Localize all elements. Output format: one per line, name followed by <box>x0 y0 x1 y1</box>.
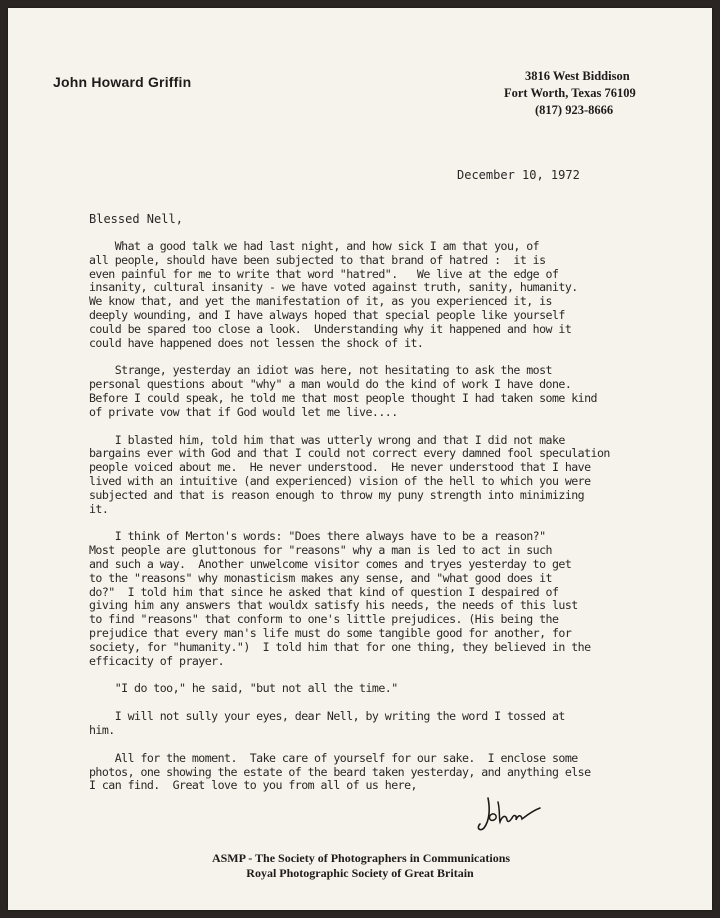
letter-line: could be spared too close a look. Understanding why it happened and how it <box>89 321 572 336</box>
letter-line: Most people are gluttonous for "reasons" why a man is led to act in such <box>89 543 552 558</box>
salutation: Blessed Nell, <box>89 212 183 226</box>
letter-line: All for the moment. Take care of yourself for our sake. I enclose some <box>89 750 578 765</box>
letter-paragraph <box>89 530 696 668</box>
letter-line: I can find. Great love to you from all of us here, <box>89 778 417 793</box>
letter-paragraph <box>89 752 696 793</box>
letter-line: lived with an intuitive (and experienced) vision of the hell to which you were <box>89 473 591 488</box>
letter-line: could have happened does not lessen the shock of it. <box>89 335 424 350</box>
letter-line: I think of Merton's words: "Does there always have to be a reason?" <box>89 529 546 544</box>
letter-line: Strange, yesterday an idiot was here, not hesitating to ask the most <box>89 363 552 378</box>
letter-paragraph <box>89 364 696 419</box>
letter-line: even painful for me to write that word "hatred". We live at the edge of <box>89 266 559 281</box>
letter-line: We know that, and yet the manifestation of it, as you experienced it, is <box>89 294 552 309</box>
letter-date: December 10, 1972 <box>457 168 580 182</box>
letter-line: to the "reasons" why monasticism makes any sense, and "what good does it <box>89 570 552 585</box>
letter-line: I will not sully your eyes, dear Nell, by writing the word I tossed at <box>89 709 565 724</box>
letter-line: giving him any answers that wouldx satisfy his needs, the needs of this lust <box>89 598 578 613</box>
letter-line: subjected and that is reason enough to throw my puny strength into minimizing <box>89 487 585 502</box>
letter-line: people voiced about me. He never understood. He never understood that I have <box>89 460 591 475</box>
letter-line: of private vow that if God would let me live.... <box>89 404 398 419</box>
letter-paragraph <box>89 710 696 738</box>
letter-line: What a good talk we had last night, and how sick I am that you, of <box>89 239 540 253</box>
letter-page <box>8 8 712 910</box>
letter-line: him. <box>89 722 115 737</box>
letter-line: all people, should have been subjected to that brand of hatred : it is <box>89 252 546 267</box>
letter-line: society, for "humanity.") I told him that for one thing, they believed in the <box>89 639 591 654</box>
letter-line: Before I could speak, he told me that most people thought I had taken some kind <box>89 390 597 405</box>
handwritten-signature <box>474 794 546 834</box>
letter-line: photos, one showing the estate of the beard taken yesterday, and anything else <box>89 764 591 779</box>
footer-line-asmp: ASMP - The Society of Photographers in Communications <box>211 851 511 865</box>
letter-line: personal questions about "why" a man would do the kind of work I have done. <box>89 377 572 392</box>
letter-line: insanity, cultural insanity - we have voted against truth, sanity, humanity. <box>89 280 578 295</box>
letter-line: efficacity of prayer. <box>89 653 225 668</box>
footer-line-rps: Royal Photographic Society of Great Britain <box>246 866 474 880</box>
letter-paragraph <box>89 240 696 350</box>
letter-paragraph <box>89 434 696 517</box>
letter-line: "I do too," he said, "but not all the time." <box>89 681 398 696</box>
letter-line: deeply wounding, and I have always hoped that special people like yourself <box>89 307 565 322</box>
letter-line: to find "reasons" that conform to one's little prejudices. (His being the <box>89 612 559 627</box>
letter-body <box>89 239 696 807</box>
letter-line: and such a way. Another unwelcome visitor comes and tryes yesterday to get <box>89 556 572 571</box>
address-phone: (817) 923-8666 <box>535 103 614 117</box>
address-street: 3816 West Biddison <box>525 69 630 83</box>
letter-paragraph <box>89 682 696 696</box>
sender-address <box>504 68 636 119</box>
address-city: Fort Worth, Texas 76109 <box>504 86 636 100</box>
letter-line: I blasted him, told him that was utterly wrong and that I did not make <box>89 432 565 447</box>
letter-line: it. <box>89 501 109 516</box>
letterhead-footer <box>8 851 712 881</box>
sender-name: John Howard Griffin <box>53 74 192 90</box>
letter-line: bargains ever with God and that I could not correct every damned fool speculation <box>89 446 610 461</box>
letter-line: prejudice that every man's life must do some tangible good for another, for <box>89 625 572 640</box>
letter-line: do?" I told him that since he asked that kind of question I despaired of <box>89 584 559 599</box>
